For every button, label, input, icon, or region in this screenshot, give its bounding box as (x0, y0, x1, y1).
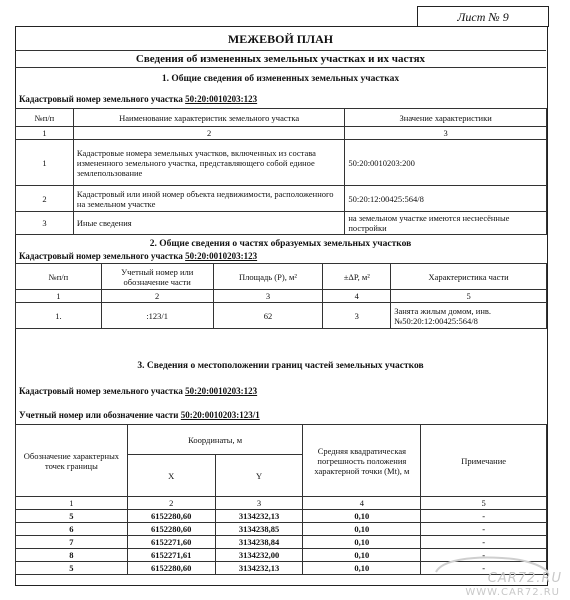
s3-index-4: 4 (303, 497, 421, 510)
s2-index-3: 3 (213, 290, 323, 303)
section1-header-row (16, 109, 547, 127)
s1-row2-name: Кадастровый или иной номер объекта недвижимости, расположенного на земельном участке (73, 186, 344, 212)
s3-row3-error: 0,10 (303, 536, 421, 549)
s1-header-num: №п/п (16, 109, 74, 127)
s3-row5-error: 0,10 (303, 562, 421, 575)
s3-row1-x: 6152280,60 (127, 510, 215, 523)
s2-index-4: 4 (323, 290, 391, 303)
s1-header-name: Наименование характеристик земельного участка (73, 109, 344, 127)
section3-part-label: Учетный номер или обозначение части (19, 410, 179, 420)
section3-part (19, 410, 260, 420)
s2-row1-part: :123/1 (101, 303, 213, 329)
s3-index-3: 3 (215, 497, 303, 510)
s3-row5-note: - (421, 562, 547, 575)
s3-header-note: Примечание (421, 425, 547, 497)
s3-row2-error: 0,10 (303, 523, 421, 536)
section1-table (15, 108, 547, 235)
s3-row1-note: - (421, 510, 547, 523)
table-row (16, 303, 547, 329)
s2-header-char: Характеристика части (391, 264, 547, 290)
s3-index-5: 5 (421, 497, 547, 510)
section2-cadastral-value: 50:20:0010203:123 (185, 251, 258, 261)
s1-row2-num: 2 (16, 186, 74, 212)
section1-heading: 1. Общие сведения об измененных земельных участках (161, 74, 400, 84)
document-title: МЕЖЕВОЙ ПЛАН (227, 32, 334, 46)
s2-row1-num: 1. (16, 303, 102, 329)
s1-row3-num: 3 (16, 212, 74, 235)
s2-index-2: 2 (101, 290, 213, 303)
s1-index-1: 1 (16, 127, 74, 140)
s3-row4-point: 8 (16, 549, 128, 562)
s2-header-area: Площадь (P), м² (213, 264, 323, 290)
s2-header-num: №п/п (16, 264, 102, 290)
section1-index-row (16, 127, 547, 140)
table-row (16, 186, 547, 212)
watermark-line2: WWW.CAR72.RU (465, 587, 560, 598)
s2-row1-char: Занята жилым домом, инв. №50:20:12:00425:564/8 (391, 303, 547, 329)
table-row (16, 510, 547, 523)
section3-table (15, 424, 547, 575)
s2-header-delta: ±ΔP, м² (323, 264, 391, 290)
s3-row1-y: 3134232,13 (215, 510, 303, 523)
s2-row1-delta: 3 (323, 303, 391, 329)
section2-cadastral (19, 251, 257, 261)
s3-header-point: Обозначение характерных точек границы (16, 425, 128, 497)
section2-header-row (16, 264, 547, 290)
section2-heading: 2. Общие сведения о частях образуемых земельных участков (149, 239, 412, 249)
s3-row4-x: 6152271,61 (127, 549, 215, 562)
s2-row1-area: 62 (213, 303, 323, 329)
section3-heading: 3. Сведения о местоположении границ частей земельных участков (137, 361, 424, 371)
section3-cadastral (19, 386, 257, 396)
s3-row5-point: 5 (16, 562, 128, 575)
section3-index-row (16, 497, 547, 510)
s1-header-value: Значение характеристики (345, 109, 547, 127)
s3-header-x: X (127, 455, 215, 497)
s3-row2-y: 3134238,85 (215, 523, 303, 536)
section3-cadastral-label: Кадастровый номер земельного участка (19, 386, 183, 396)
section3-header-row (16, 425, 547, 455)
table-row (16, 212, 547, 235)
s1-index-2: 2 (73, 127, 344, 140)
section2-index-row (16, 290, 547, 303)
s3-row3-x: 6152271,60 (127, 536, 215, 549)
s1-row1-value: 50:20:0010203:200 (345, 140, 547, 186)
s1-row2-value: 50:20:12:00425:564/8 (345, 186, 547, 212)
s3-row2-point: 6 (16, 523, 128, 536)
table-row (16, 140, 547, 186)
table-row (16, 536, 547, 549)
s2-index-5: 5 (391, 290, 547, 303)
s3-row1-error: 0,10 (303, 510, 421, 523)
s2-header-part: Учетный номер или обозначение части (101, 264, 213, 290)
s3-row4-y: 3134232,00 (215, 549, 303, 562)
section3-part-value: 50:20:0010203:123/1 (180, 410, 260, 420)
s3-row3-y: 3134238,84 (215, 536, 303, 549)
section2-table (15, 263, 547, 329)
table-row (16, 523, 547, 536)
s3-row4-note: - (421, 549, 547, 562)
s3-header-error: Средняя квадратическая погрешность положения характерной точки (Mt), м (303, 425, 421, 497)
s3-row2-x: 6152280,60 (127, 523, 215, 536)
s1-row3-value: на земельном участке имеются неснесённые постройки (345, 212, 547, 235)
s1-row1-name: Кадастровые номера земельных участков, включенных из состава измененного земельного участка, представляющего собой единое землепользование (73, 140, 344, 186)
s1-row3-name: Иные сведения (73, 212, 344, 235)
s3-index-2: 2 (127, 497, 215, 510)
s3-row5-x: 6152280,60 (127, 562, 215, 575)
s2-index-1: 1 (16, 290, 102, 303)
s3-row4-error: 0,10 (303, 549, 421, 562)
section1-cadastral (19, 94, 257, 104)
s3-header-coords: Координаты, м (127, 425, 303, 455)
section1-cadastral-label: Кадастровый номер земельного участка (19, 94, 183, 104)
section3-cadastral-value: 50:20:0010203:123 (185, 386, 258, 396)
sheet-number-label: Лист № 9 (417, 6, 549, 27)
watermark-line1: CAR72.RU (487, 571, 562, 586)
s1-row1-num: 1 (16, 140, 74, 186)
section2-cadastral-label: Кадастровый номер земельного участка (19, 251, 183, 261)
section1-cadastral-value: 50:20:0010203:123 (185, 94, 258, 104)
s3-row3-point: 7 (16, 536, 128, 549)
s3-row5-y: 3134232,13 (215, 562, 303, 575)
s3-index-1: 1 (16, 497, 128, 510)
s3-row2-note: - (421, 523, 547, 536)
document-subtitle: Сведения об измененных земельных участках и их частях (15, 50, 546, 68)
s3-row1-point: 5 (16, 510, 128, 523)
s3-header-y: Y (215, 455, 303, 497)
document-sheet (15, 6, 548, 596)
s3-row3-note: - (421, 536, 547, 549)
s1-index-3: 3 (345, 127, 547, 140)
